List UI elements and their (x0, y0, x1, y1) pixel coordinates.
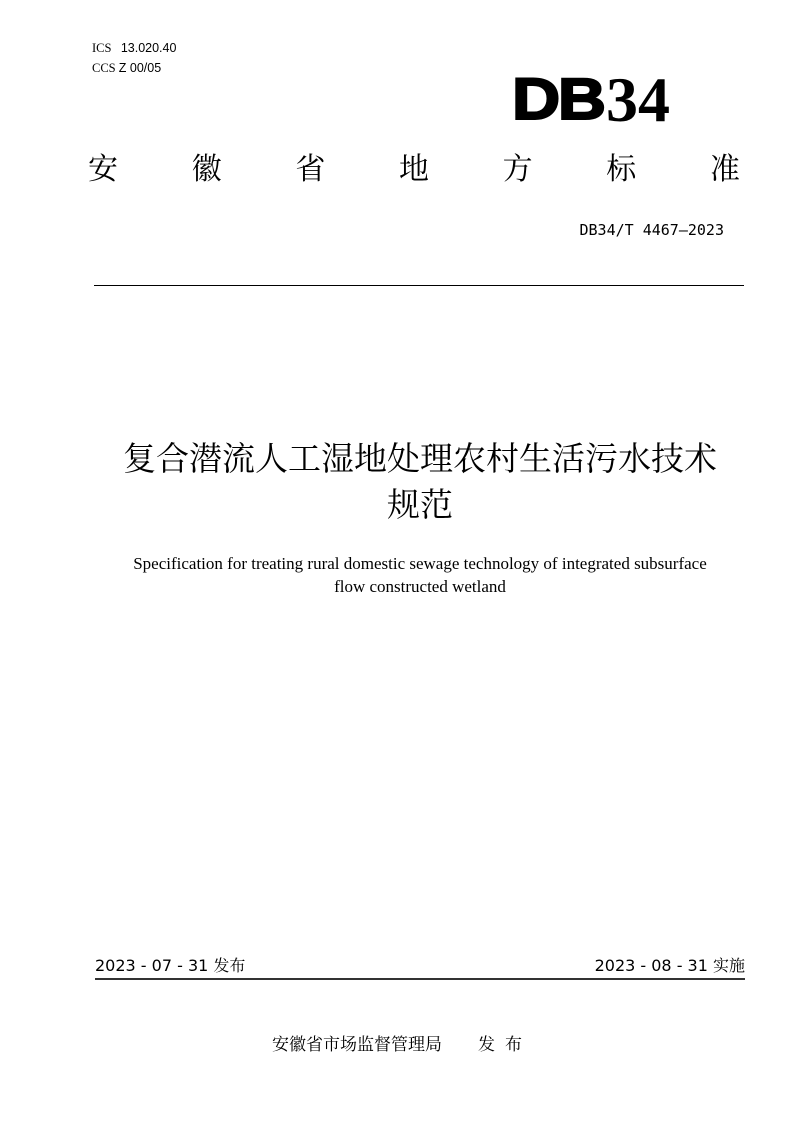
title-cn-line2: 规范 (387, 485, 453, 524)
issue-date: 2023 - 07 - 31 发布 (95, 956, 246, 975)
ics-value: 13.020.40 (120, 41, 177, 55)
standard-type-char: 省 (295, 152, 326, 187)
standard-code: DB34/T 4467—2023 (579, 221, 724, 239)
standard-type-char: 准 (709, 152, 740, 187)
title-cn-line1: 复合潜流人工湿地处理农村生活污水技术 (123, 439, 717, 478)
ics-code (92, 38, 176, 58)
title-en-line1: Specification for treating rural domestic sewage technology of integrated subsurface (133, 554, 707, 573)
standard-type-char: 地 (398, 152, 429, 187)
ccs-value: Z 00/05 (118, 61, 162, 75)
classification-codes (92, 38, 176, 78)
issuer-line (272, 1034, 532, 1056)
db34-logo (512, 64, 670, 135)
implementation-date: 2023 - 08 - 31 实施 (594, 956, 745, 975)
title-en-line2: flow constructed wetland (334, 577, 506, 596)
logo-number: 34 (606, 64, 670, 135)
standard-type-heading (88, 150, 740, 190)
footer-divider (95, 978, 745, 980)
document-title-en (60, 552, 780, 598)
ics-label: ICS (92, 41, 112, 55)
standard-type-char: 方 (502, 152, 533, 187)
ccs-code (92, 58, 176, 78)
issuer-action: 发布 (478, 1035, 532, 1055)
standard-type-char: 标 (606, 152, 637, 187)
ccs-label: CCS (92, 61, 116, 75)
standard-type-char: 徽 (191, 152, 222, 187)
header-divider (94, 285, 744, 286)
issuer-name: 安徽省市场监督管理局 (272, 1035, 442, 1055)
logo-letters: DB (512, 67, 604, 132)
document-title-cn (60, 436, 780, 528)
standard-type-char: 安 (88, 152, 118, 187)
